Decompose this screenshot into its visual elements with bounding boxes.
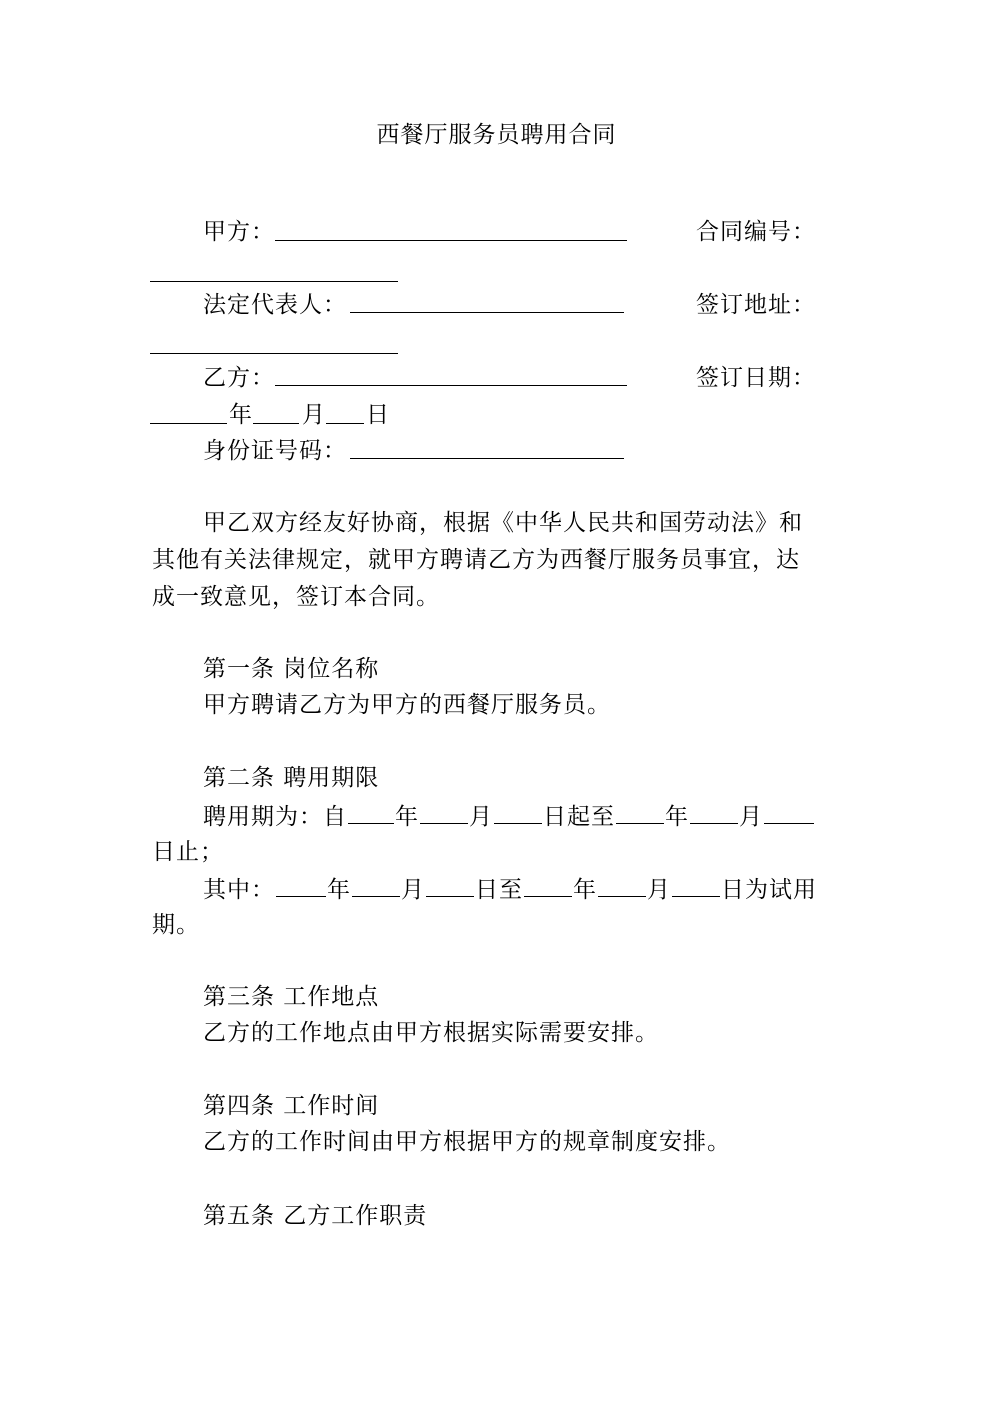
probation-start-year-label: 年 xyxy=(327,877,351,903)
end-day-blank xyxy=(764,800,814,824)
start-month-label: 月 xyxy=(469,804,493,830)
party-a-label: 甲方： xyxy=(203,219,275,245)
contract-no-label: 合同编号： xyxy=(696,219,816,245)
article-1-heading: 第一条 岗位名称 xyxy=(203,656,380,682)
period-end-text: 日止； xyxy=(152,839,224,865)
period-prefix: 聘用期为：自 xyxy=(203,804,347,830)
intro-line-3: 成一致意见，签订本合同。 xyxy=(152,584,440,610)
article-1-body: 甲方聘请乙方为甲方的西餐厅服务员。 xyxy=(203,692,611,718)
employment-period-line xyxy=(203,800,815,832)
article-2-heading: 第二条 聘用期限 xyxy=(203,765,380,791)
probation-end-month-label: 月 xyxy=(647,877,671,903)
party-b-blank xyxy=(275,385,627,386)
document-title: 西餐厅服务员聘用合同 xyxy=(376,122,617,148)
probation-end-month-blank xyxy=(598,873,646,897)
sign-month-blank xyxy=(253,423,299,424)
party-a-blank xyxy=(275,240,627,241)
article-4-body: 乙方的工作时间由甲方根据甲方的规章制度安排。 xyxy=(203,1129,731,1155)
end-month-label: 月 xyxy=(739,804,763,830)
probation-start-month-label: 月 xyxy=(401,877,425,903)
probation-start-year-blank xyxy=(276,873,326,897)
probation-end-year-label: 年 xyxy=(573,877,597,903)
start-month-blank xyxy=(420,800,468,824)
party-b-label: 乙方： xyxy=(203,365,275,391)
legal-rep-label: 法定代表人： xyxy=(203,292,347,318)
sign-date-label: 签订日期： xyxy=(696,365,816,391)
intro-line-1: 甲乙双方经友好协商，根据《中华人民共和国劳动法》和 xyxy=(203,510,803,536)
sign-place-label: 签订地址： xyxy=(696,292,816,318)
start-day-blank xyxy=(494,800,542,824)
sign-day-label: 日 xyxy=(366,402,390,428)
end-year-blank xyxy=(616,800,664,824)
article-3-body: 乙方的工作地点由甲方根据实际需要安排。 xyxy=(203,1020,659,1046)
start-year-label: 年 xyxy=(395,804,419,830)
probation-line xyxy=(203,873,817,905)
id-no-label: 身份证号码： xyxy=(203,438,347,464)
probation-prefix: 其中： xyxy=(203,877,275,903)
probation-suffix: 日为试用 xyxy=(721,877,817,903)
probation-end-day-blank xyxy=(672,873,720,897)
article-5-heading: 第五条 乙方工作职责 xyxy=(203,1203,428,1229)
probation-start-month-blank xyxy=(352,873,400,897)
intro-line-2: 其他有关法律规定，就甲方聘请乙方为西餐厅服务员事宜，达 xyxy=(152,547,800,573)
probation-start-day-label: 日至 xyxy=(475,877,523,903)
probation-end-year-blank xyxy=(524,873,572,897)
sign-day-blank xyxy=(326,423,364,424)
article-4-heading: 第四条 工作时间 xyxy=(203,1093,380,1119)
id-no-blank xyxy=(350,458,624,459)
sign-place-blank xyxy=(150,353,398,354)
end-year-label: 年 xyxy=(665,804,689,830)
article-3-heading: 第三条 工作地点 xyxy=(203,984,380,1010)
sign-month-label: 月 xyxy=(302,402,326,428)
sign-year-blank xyxy=(150,423,227,424)
end-month-blank xyxy=(690,800,738,824)
start-day-label: 日起至 xyxy=(543,804,615,830)
start-year-blank xyxy=(348,800,394,824)
contract-no-blank xyxy=(150,281,398,282)
sign-year-label: 年 xyxy=(229,402,253,428)
legal-rep-blank xyxy=(350,312,624,313)
probation-start-day-blank xyxy=(426,873,474,897)
probation-end-text: 期。 xyxy=(152,912,200,938)
